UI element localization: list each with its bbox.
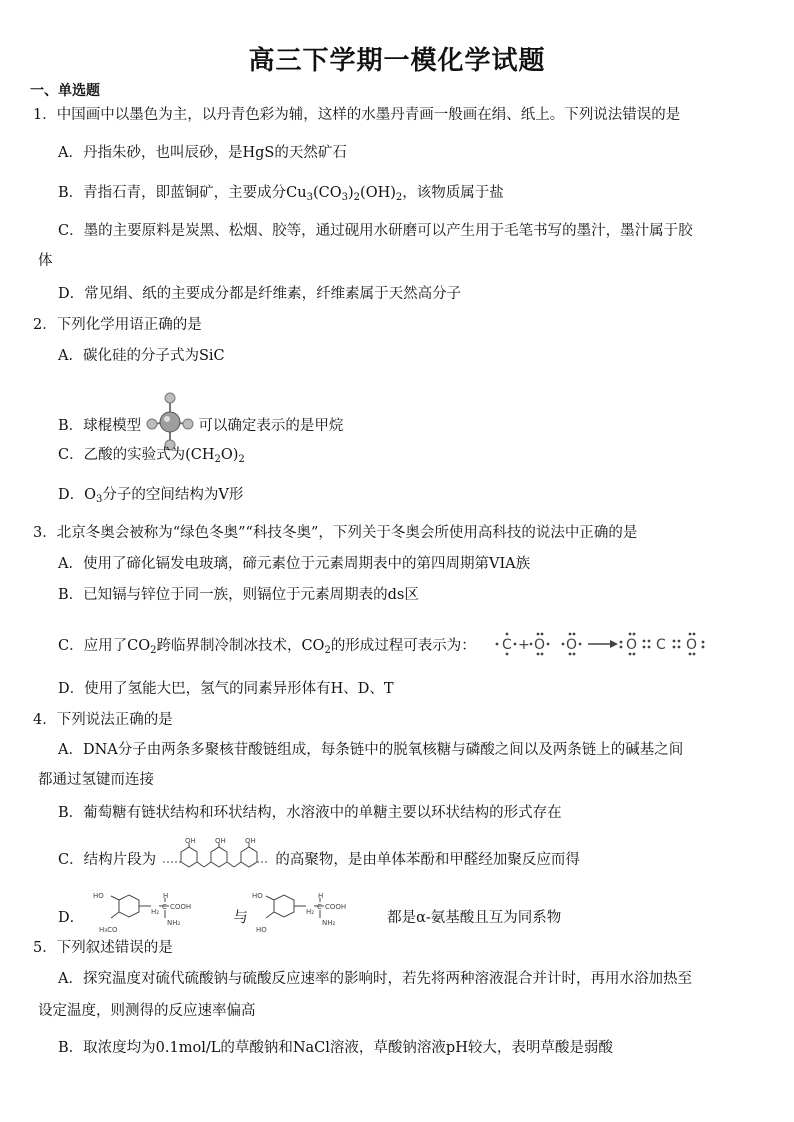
q3-stem: 3．北京冬奥会被称为“绿色冬奥”“科技冬奥”，下列关于冬奥会所使用高科技的说法中正确的是: [33, 525, 638, 541]
q5-option-a-cont: 设定温度，则测得的反应速率偏高: [38, 1003, 256, 1019]
q1-option-a: A．丹指朱砂，也叫辰砂，是HgS的天然矿石: [58, 145, 347, 161]
svg-text:O: O: [534, 637, 546, 653]
q4-option-d: D． HO H₃CO H₂ H C COOH NH₂ 与 HO HO H₂ H C COOH NH₂ 都是α-氨基酸且互为同系物: [58, 892, 561, 938]
svg-text:C: C: [656, 637, 667, 653]
q4-option-b: B．葡萄糖有链状结构和环状结构，水溶液中的单糖主要以环状结构的形式存在: [58, 805, 562, 821]
svg-text:H: H: [318, 892, 324, 900]
q1-option-c: C．墨的主要原料是炭黑、松烟、胶等，通过砚用水研磨可以产生用于毛笔书写的墨汁，墨汁属于胶: [58, 223, 693, 239]
svg-text:HO: HO: [252, 892, 264, 900]
svg-text:OH: OH: [214, 838, 226, 845]
svg-text:OH: OH: [184, 838, 196, 845]
svg-text:+: +: [518, 637, 531, 653]
svg-text:O: O: [566, 637, 578, 653]
page-title: 高三下学期一模化学试题: [248, 46, 546, 76]
svg-text:H₂: H₂: [150, 908, 159, 916]
q2-option-a: A．碳化硅的分子式为SiC: [58, 348, 225, 364]
q2-stem: 2．下列化学用语正确的是: [33, 317, 202, 333]
q5-option-b: B．取浓度均为0.1mol/L的草酸钠和NaCl溶液，草酸钠溶液pH较大，表明草酸是弱酸: [58, 1040, 613, 1056]
q5-stem: 5．下列叙述错误的是: [33, 940, 173, 956]
q4-stem: 4．下列说法正确的是: [33, 712, 173, 728]
svg-text:COOH: COOH: [169, 903, 191, 911]
electron-dot-formation-image: [494, 632, 712, 656]
q3-option-b: B．已知镉与锌位于同一族，则镉位于元素周期表的ds区: [58, 587, 419, 603]
svg-text:H₃CO: H₃CO: [98, 926, 118, 934]
svg-text:HO: HO: [92, 892, 104, 900]
q2-option-d: D．$O_3$分子的空间结构为V形: [58, 487, 244, 505]
svg-text:C: C: [502, 637, 513, 653]
q1-stem: 1．中国画中以墨色为主，以丹青色彩为辅，这样的水墨丹青画一般画在绢、纸上。下列说法错误的是: [33, 107, 681, 123]
svg-text:O: O: [686, 637, 698, 653]
q4-option-a-cont: 都通过氢键而连接: [38, 772, 154, 788]
ball-stick-model-image: [146, 392, 194, 452]
q3-option-d: D．使用了氢能大巴，氢气的同素异形体有H、D、T: [58, 681, 394, 697]
q1-option-d: D．常见绢、纸的主要成分都是纤维素，纤维素属于天然高分子: [58, 286, 462, 302]
q2-option-b: B．球棍模型 可以确定表示的是甲烷: [58, 392, 343, 452]
phenol-formaldehyde-fragment-image: [161, 838, 271, 876]
q1-option-b: B．青指石青，即蓝铜矿，主要成分$Cu_3(CO_3)_2(OH)_2$，该物质属于盐: [58, 185, 504, 203]
q4-option-a: A．DNA分子由两条多聚核苷酸链组成，每条链中的脱氧核糖与磷酸之间以及两条链上的碱基之间: [58, 742, 684, 758]
amino-acid-structure-2-image: [252, 892, 382, 938]
svg-text:H: H: [162, 892, 169, 900]
q3-option-c: C．应用了$CO_2$跨临界制冷制冰技术，$CO_2$的形成过程可表示为： C + O O O C O: [58, 632, 712, 661]
q3-option-a: A．使用了碲化镉发电玻璃，碲元素位于元素周期表中的第四周期第VIA族: [58, 556, 531, 572]
section-heading: 一、单选题: [30, 83, 100, 99]
svg-text:H₂: H₂: [306, 908, 315, 916]
svg-text:COOH: COOH: [325, 903, 347, 911]
amino-acid-structure-1-image: [89, 892, 229, 938]
q4-option-c: C．结构片段为 OH OH OH 的高聚物，是由单体苯酚和甲醛经加聚反应而得: [58, 838, 580, 876]
svg-text:O: O: [626, 637, 638, 653]
svg-text:NH₂: NH₂: [166, 919, 181, 927]
svg-text:OH: OH: [244, 838, 256, 845]
svg-text:C: C: [317, 903, 323, 911]
q5-option-a: A．探究温度对硫代硫酸钠与硫酸反应速率的影响时，若先将两种溶液混合并计时，再用水浴加热至: [58, 971, 692, 987]
q2-option-c: C．乙酸的实验式为$(CH_2O)_2$: [58, 447, 245, 465]
q1-option-c-cont: 体: [38, 253, 53, 269]
svg-text:C: C: [161, 903, 167, 911]
svg-text:NH₂: NH₂: [322, 919, 336, 927]
svg-text:HO: HO: [256, 926, 268, 934]
